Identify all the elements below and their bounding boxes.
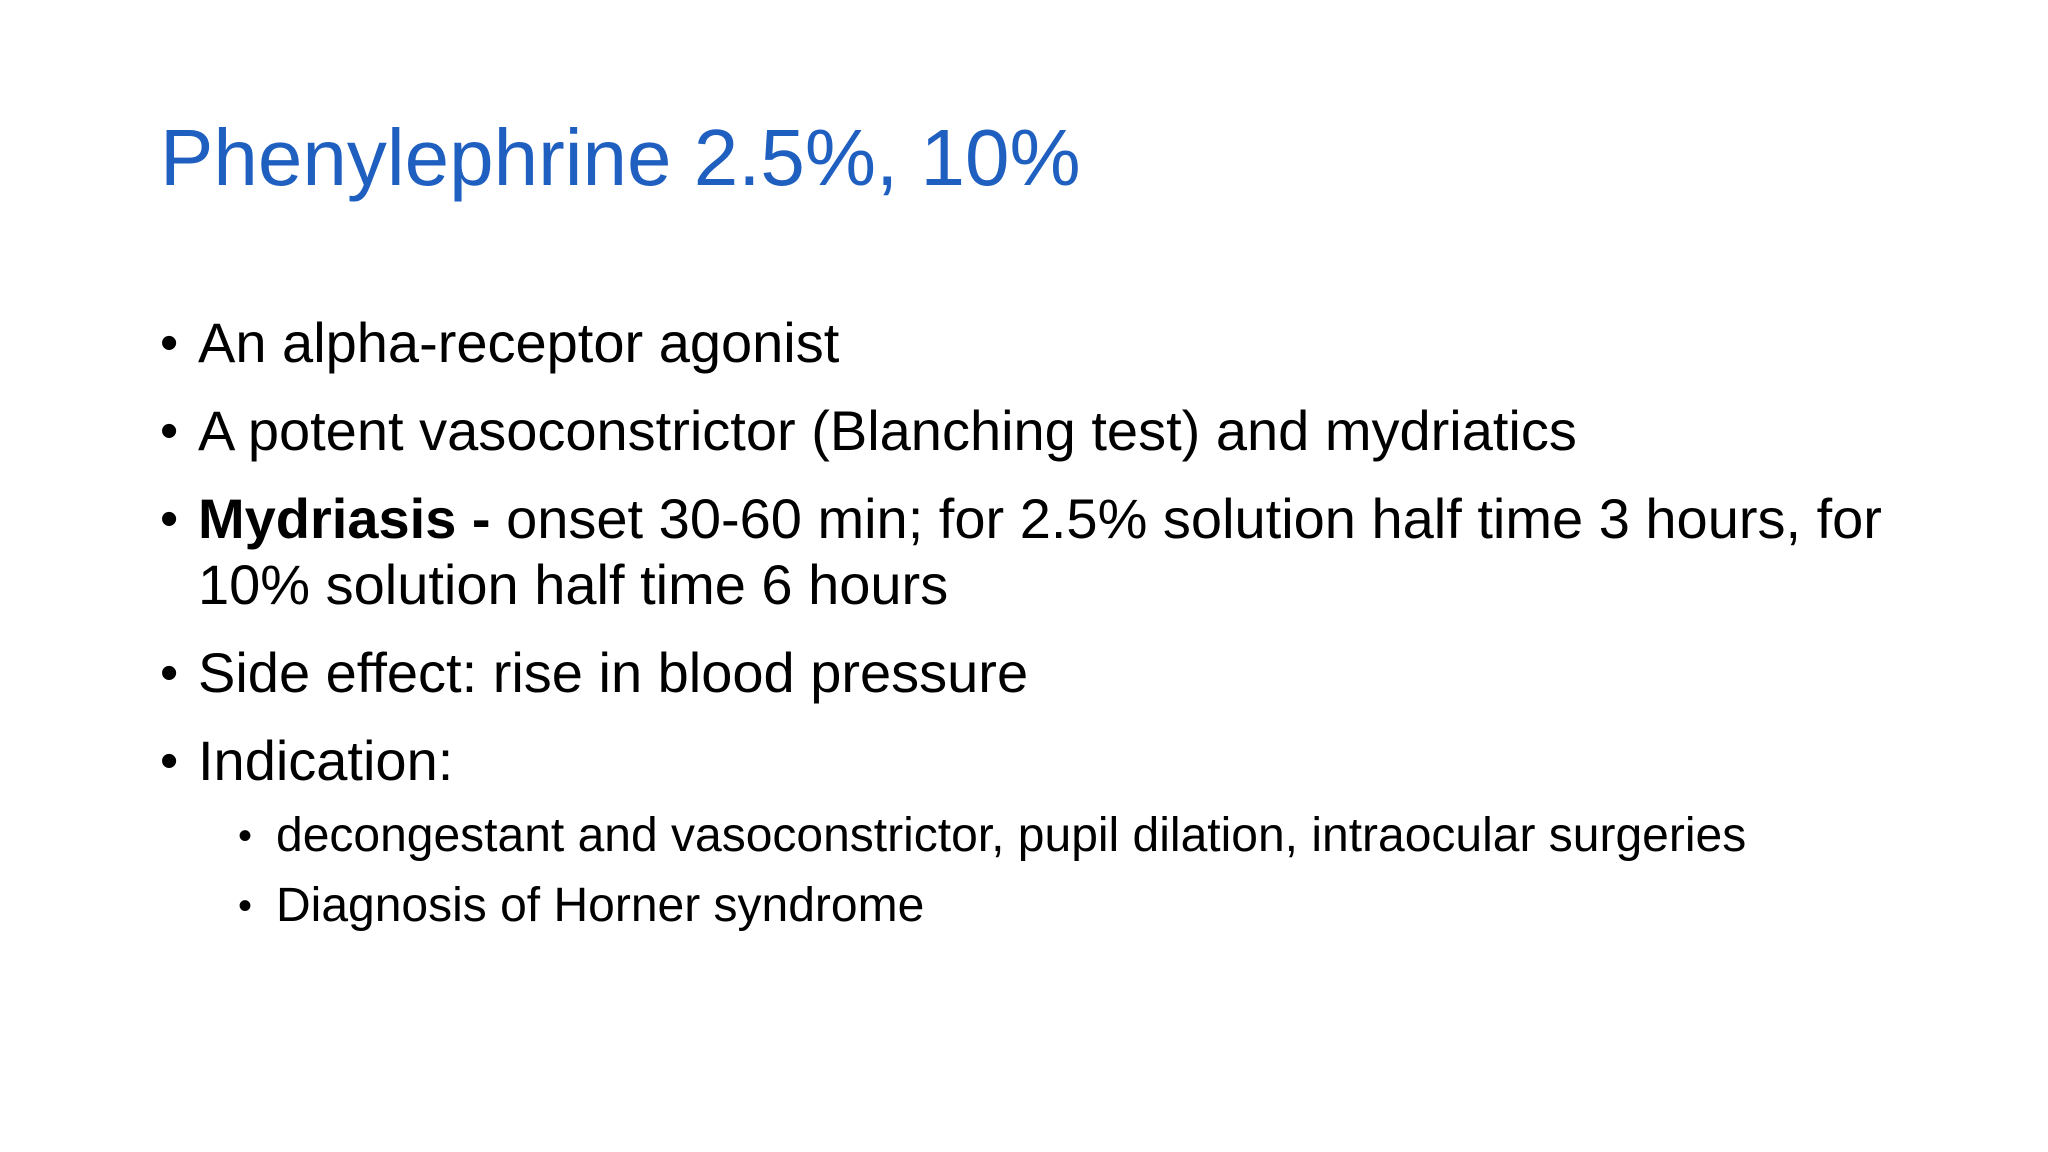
bullet-item: [160, 486, 1920, 618]
sub-bullet-text: Diagnosis of Horner syndrome: [276, 879, 925, 932]
bullet-icon: •: [160, 644, 179, 702]
bullet-item: [160, 640, 1920, 706]
bullet-item: [160, 398, 1920, 464]
bullet-item: [160, 728, 1920, 934]
bullet-icon: •: [160, 314, 179, 372]
sub-bullet-list: [238, 808, 1920, 934]
sub-bullet-icon: •: [238, 884, 253, 928]
bullet-text: A potent vasoconstrictor (Blanching test) and mydriatics: [198, 399, 1577, 462]
sub-bullet-item: [238, 878, 1920, 934]
bullet-icon: •: [160, 402, 179, 460]
slide-title: Phenylephrine 2.5%, 10%: [160, 113, 1081, 202]
slide-content: [160, 310, 1920, 956]
sub-bullet-icon: •: [238, 814, 253, 858]
bullet-item: [160, 310, 1920, 376]
bullet-icon: •: [160, 490, 179, 548]
bullet-bold-term: Mydriasis -: [198, 487, 491, 550]
sub-bullet-text: decongestant and vasoconstrictor, pupil dilation, intraocular surgeries: [276, 809, 1747, 862]
bullet-text: An alpha-receptor agonist: [198, 311, 840, 374]
bullet-text: Side effect: rise in blood pressure: [198, 641, 1029, 704]
bullet-list: [160, 310, 1920, 934]
bullet-icon: •: [160, 732, 179, 790]
bullet-text: Indication:: [198, 729, 454, 792]
bullet-text: onset 30-60 min; for 2.5% solution half time 3 hours, for 10% solution half time 6 hours: [198, 487, 1882, 616]
sub-bullet-item: [238, 808, 1920, 864]
